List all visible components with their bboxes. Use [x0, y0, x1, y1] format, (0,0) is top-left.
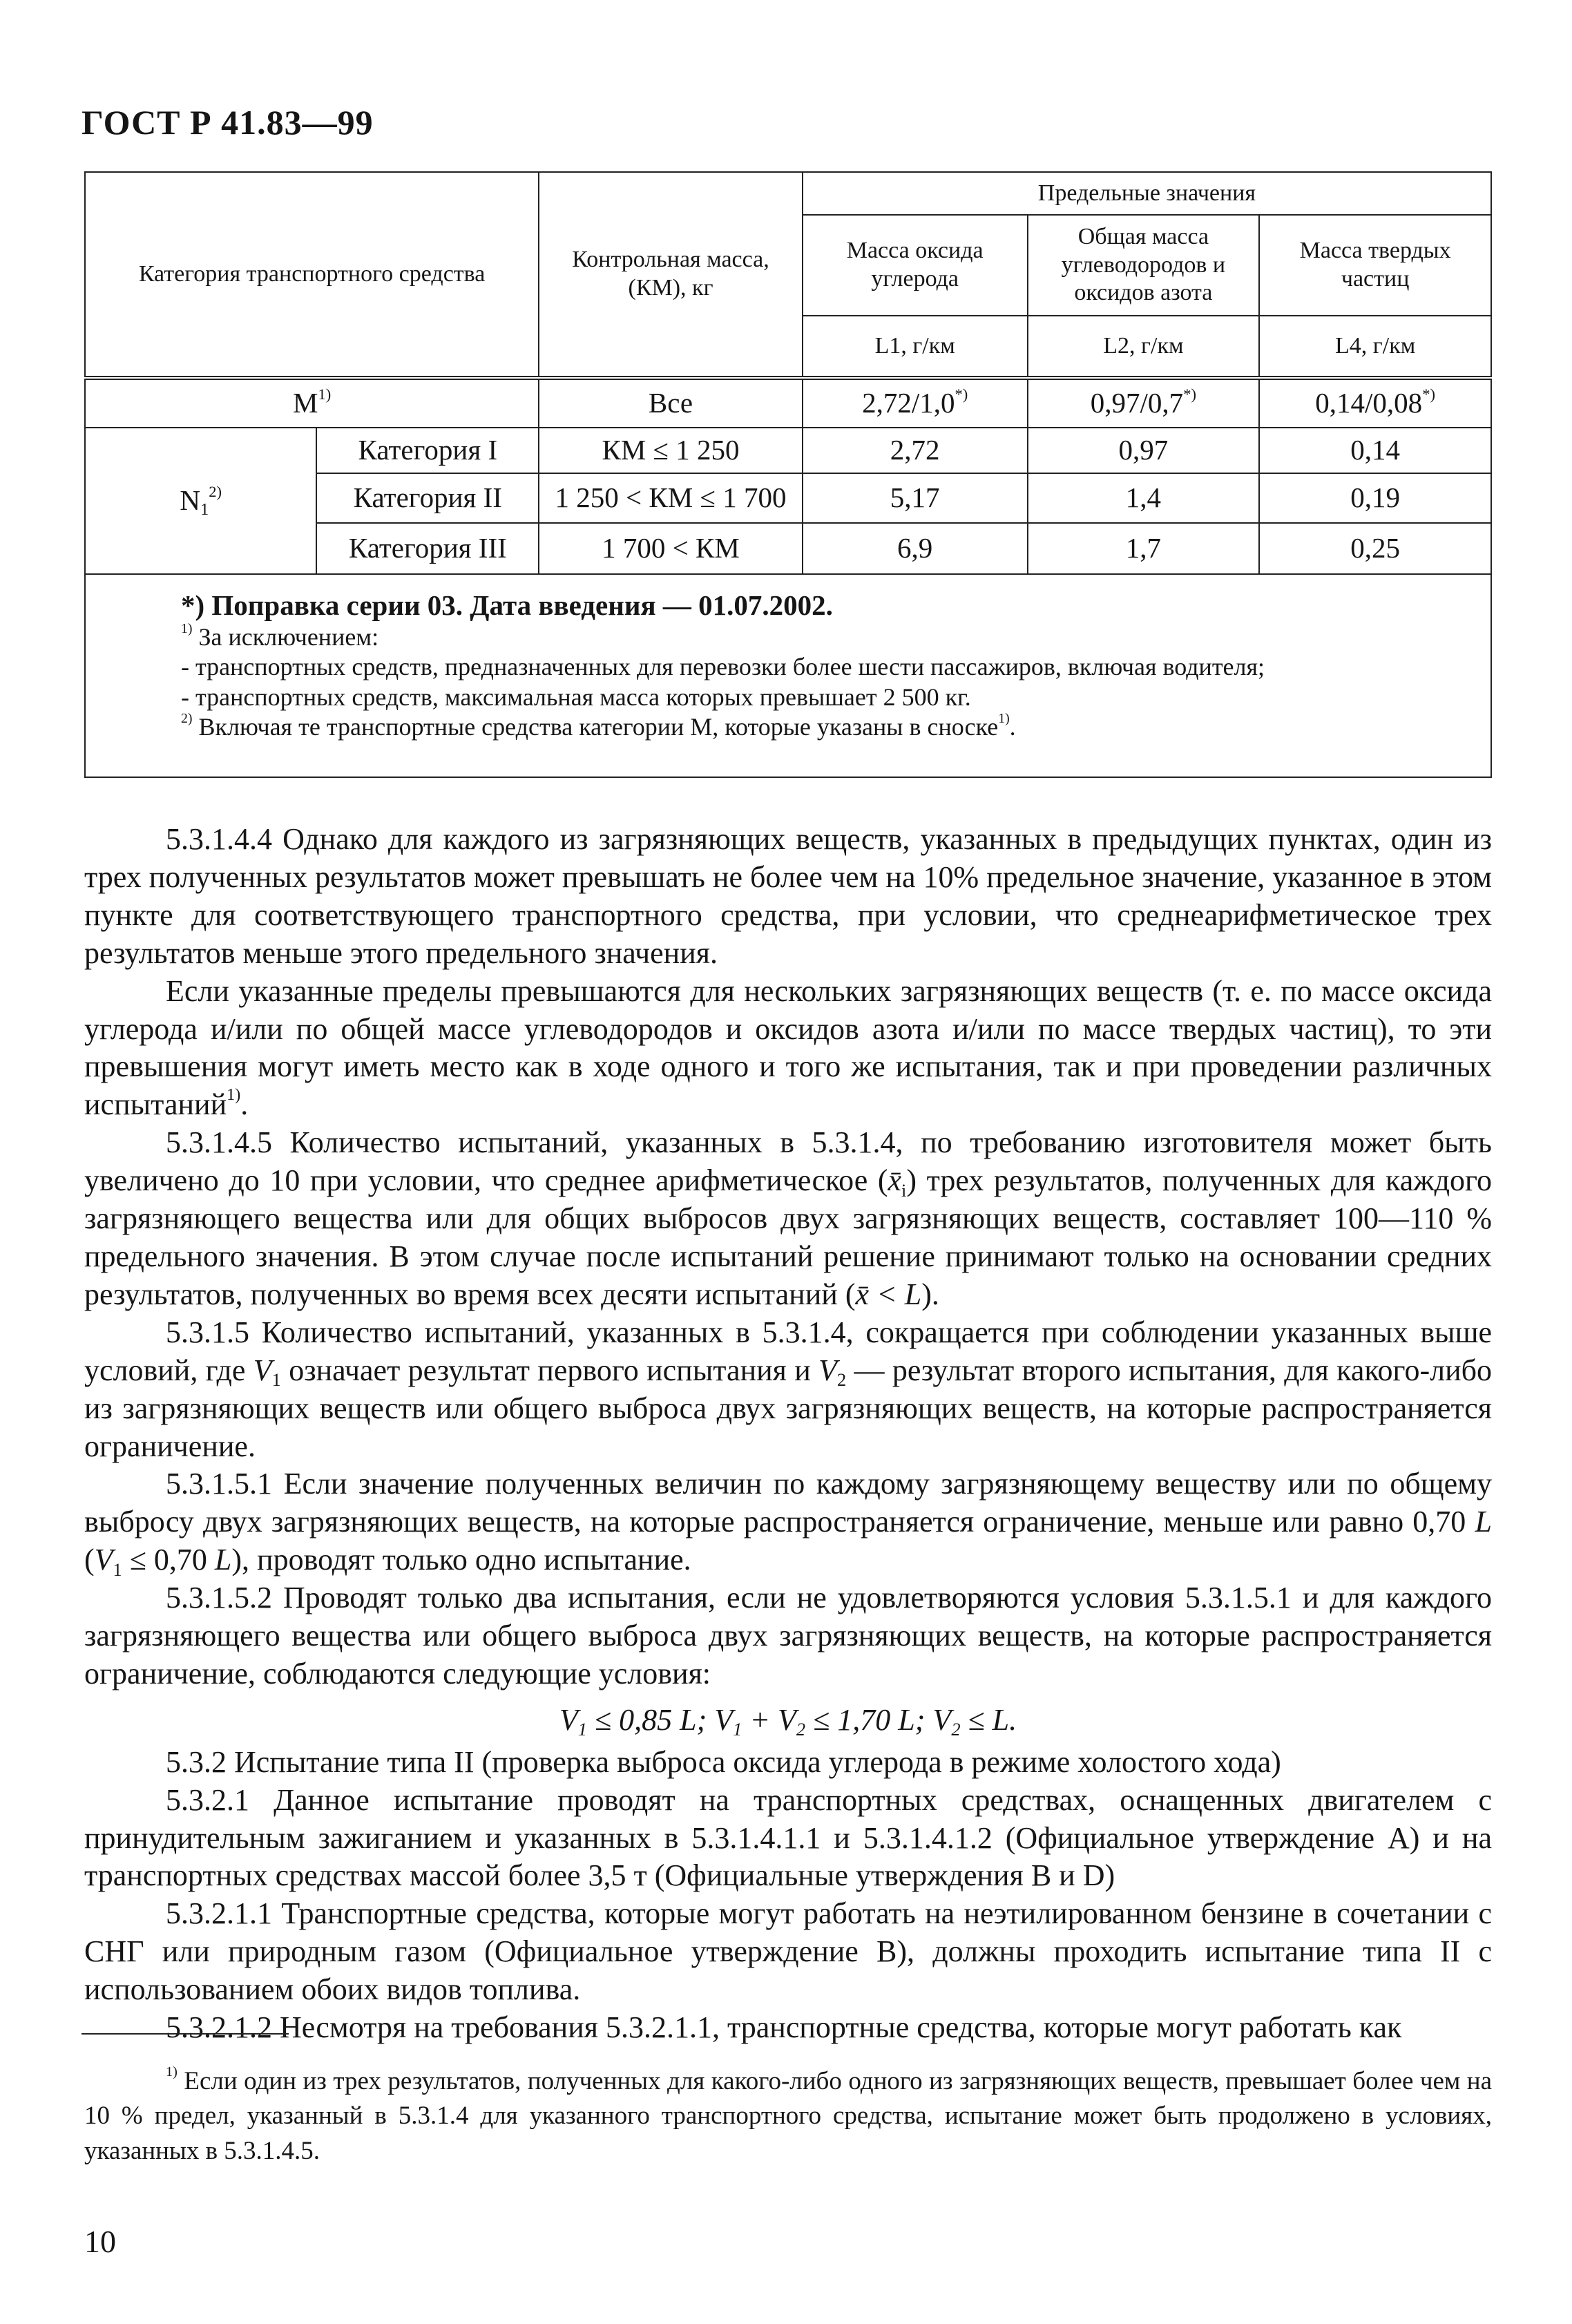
cell-l4: 0,14 — [1259, 428, 1491, 473]
document-header: ГОСТ Р 41.83—99 — [82, 103, 374, 142]
paragraph-5-3-1-4-5: 5.3.1.4.5 Количество испытаний, указанных в 5.3.1.4, по требованию изготовителя может быть увеличено до 10 при условии, что среднее арифметическое $(x̄_i)$ трех результатов, полученных для каждого загрязняющего вещества или для общих выбросов двух загрязняющих веществ, составляет 100—110 % предельного значения. В этом случае после испытаний решение принимают только на основании средних результатов, полученных во время всех десяти испытаний (x̄ < L). — [84, 1125, 1492, 1311]
cell-l1: 5,17 — [803, 473, 1028, 523]
cell-category: Категория I — [316, 428, 539, 473]
unit-l1: L1, г/км — [803, 316, 1028, 378]
cell-l2: 1,4 — [1028, 473, 1260, 523]
note-1: $^{1)}$ За исключением: — [181, 621, 379, 651]
paragraph-5-3-2-1-2: 5.3.2.1.2 Несмотря на требования 5.3.2.1.1, транспортные средства, которые могут работать как — [166, 2010, 1402, 2045]
paragraph-5-3-1-4-4: 5.3.1.4.4 Однако для каждого из загрязняющих веществ, указанных в предыдущих пунктах, один из трех полученных результатов может превышать не более чем на 10% предельное значение, указанное в этом пункте для соответствующего транспортного средства, при условии, что среднеарифметическое трех результатов меньше этого предельного значения. — [84, 822, 1492, 970]
note-1-item-1: - транспортных средств, предназначенных для перевозки более шести пассажиров, включая водителя; — [181, 653, 1265, 681]
note-2: $^{2)}$ Включая те транспортные средства категории М, которые указаны в сноске$^{1)}$. — [181, 710, 1016, 741]
note-1-item-2: - транспортных средств, максимальная масса которых превышает 2 500 кг. — [181, 683, 971, 711]
formula-conditions: $V_1 \le 0,85$ L; $V_1 + V_2 \le 1,70$ L; $V_2 \le L$. — [559, 1702, 1017, 1740]
cell-l2: 0,97 — [1028, 428, 1260, 473]
paragraph-5-3-2-1: 5.3.2.1 Данное испытание проводят на транспортных средствах, оснащенных двигателем с принудительным зажиганием и указанных в 5.3.1.4.1.1 и 5.3.1.4.1.2 (Официальное утверждение А) и на транспортных средствах массой более 3,5 т (Официальные утверждения В и D) — [84, 1782, 1492, 1893]
unit-l4: L4, г/км — [1259, 316, 1491, 378]
row-n1-label: $N_1^{2)}$ — [85, 428, 316, 574]
table-notes — [85, 574, 1491, 777]
cell-mass: 1 700 < КМ — [539, 523, 803, 574]
row-m-label: M$^{1)}$ — [85, 378, 539, 428]
row-m-mass: Все — [539, 378, 803, 428]
table-row — [85, 428, 1491, 473]
note-amendment: *) Поправка серии 03. Дата введения — 01.07.2002. — [181, 589, 833, 621]
body-text — [84, 821, 1492, 2047]
unit-l2: L2, г/км — [1028, 316, 1260, 378]
cell-l2: 1,7 — [1028, 523, 1260, 574]
paragraph-5-3-2: 5.3.2 Испытание типа II (проверка выброса оксида углерода в режиме холостого хода) — [166, 1744, 1281, 1779]
footnote-separator — [82, 2033, 289, 2035]
row-m-l4: 0,14/0,08*) — [1259, 378, 1491, 428]
cell-category: Категория II — [316, 473, 539, 523]
paragraph-5-3-1-5-2: 5.3.1.5.2 Проводят только два испытания, если не удовлетворяются условия 5.3.1.5.1 и для каждого загрязняющего вещества или общего выброса двух загрязняющих веществ, на которые распространяется ограничение, соблюдаются следующие условия: — [84, 1581, 1492, 1690]
row-m-l2: 0,97/0,7*) — [1028, 378, 1260, 428]
emission-limits-table — [84, 171, 1492, 778]
header-vehicle-category: Категория транспортного средства — [85, 172, 539, 378]
cell-l1: 2,72 — [803, 428, 1028, 473]
cell-category: Категория III — [316, 523, 539, 574]
header-reference-mass: Контрольная масса, (КМ), кг — [539, 172, 803, 378]
cell-mass: КМ ≤ 1 250 — [539, 428, 803, 473]
footnote: $^{1)}$ Если один из трех результатов, полученных для какого-либо одного из загрязняющих веществ, превышает более чем на 10 % предел, указанный в 5.3.1.4 для указанного транспортного средства, испытание может быть продолжено в условиях, указанных в 5.3.1.4.5. — [84, 2064, 1493, 2165]
page-number: 10 — [84, 2224, 116, 2259]
header-hc-nox-mass: Общая масса углеводородов и оксидов азота — [1028, 215, 1260, 316]
table-row-m — [85, 378, 1491, 428]
header-particulate-mass: Масса твердых частиц — [1259, 215, 1491, 316]
cell-l4: 0,19 — [1259, 473, 1491, 523]
paragraph-5-3-1-5-1: 5.3.1.5.1 Если значение полученных величин по каждому загрязняющему веществу или по общему выбросу двух загрязняющих веществ, на которые распространяется ограничение, меньше или равно 0,70 L ($V_1 \le 0,70$ L), проводят только одно испытание. — [84, 1467, 1492, 1580]
paragraph-5-3-1-5: 5.3.1.5 Количество испытаний, указанных в 5.3.1.4, сокращается при соблюдении указанных выше условий, где $V_1$ означает результат первого испытания и $V_2$ — результат второго испытания, для какого-либо из загрязняющих веществ или общего выброса двух загрязняющих веществ, на которые распространяется ограничение. — [84, 1315, 1493, 1463]
paragraph-5-3-2-1-1: 5.3.2.1.1 Транспортные средства, которые могут работать на неэтилированном бензине в сочетании с СНГ или природным газом (Официальное утверждение В), должны проходить испытание типа II с использованием обоих видов топлива. — [84, 1896, 1492, 2007]
cell-l1: 6,9 — [803, 523, 1028, 574]
row-m-l1: 2,72/1,0*) — [803, 378, 1028, 428]
header-limit-values: Предельные значения — [803, 172, 1491, 215]
header-co-mass: Масса оксида углерода — [803, 215, 1028, 316]
paragraph-exceedance: Если указанные пределы превышаются для нескольких загрязняющих веществ (т. е. по массе оксида углерода и/или по общей массе углеводородов и оксидов азота и/или по массе твердых частиц), то эти превышения могут иметь место как в ходе одного и того же испытания, так и при проведении различных испытаний$^{1)}$. — [84, 973, 1492, 1122]
cell-l4: 0,25 — [1259, 523, 1491, 574]
cell-mass: 1 250 < КМ ≤ 1 700 — [539, 473, 803, 523]
